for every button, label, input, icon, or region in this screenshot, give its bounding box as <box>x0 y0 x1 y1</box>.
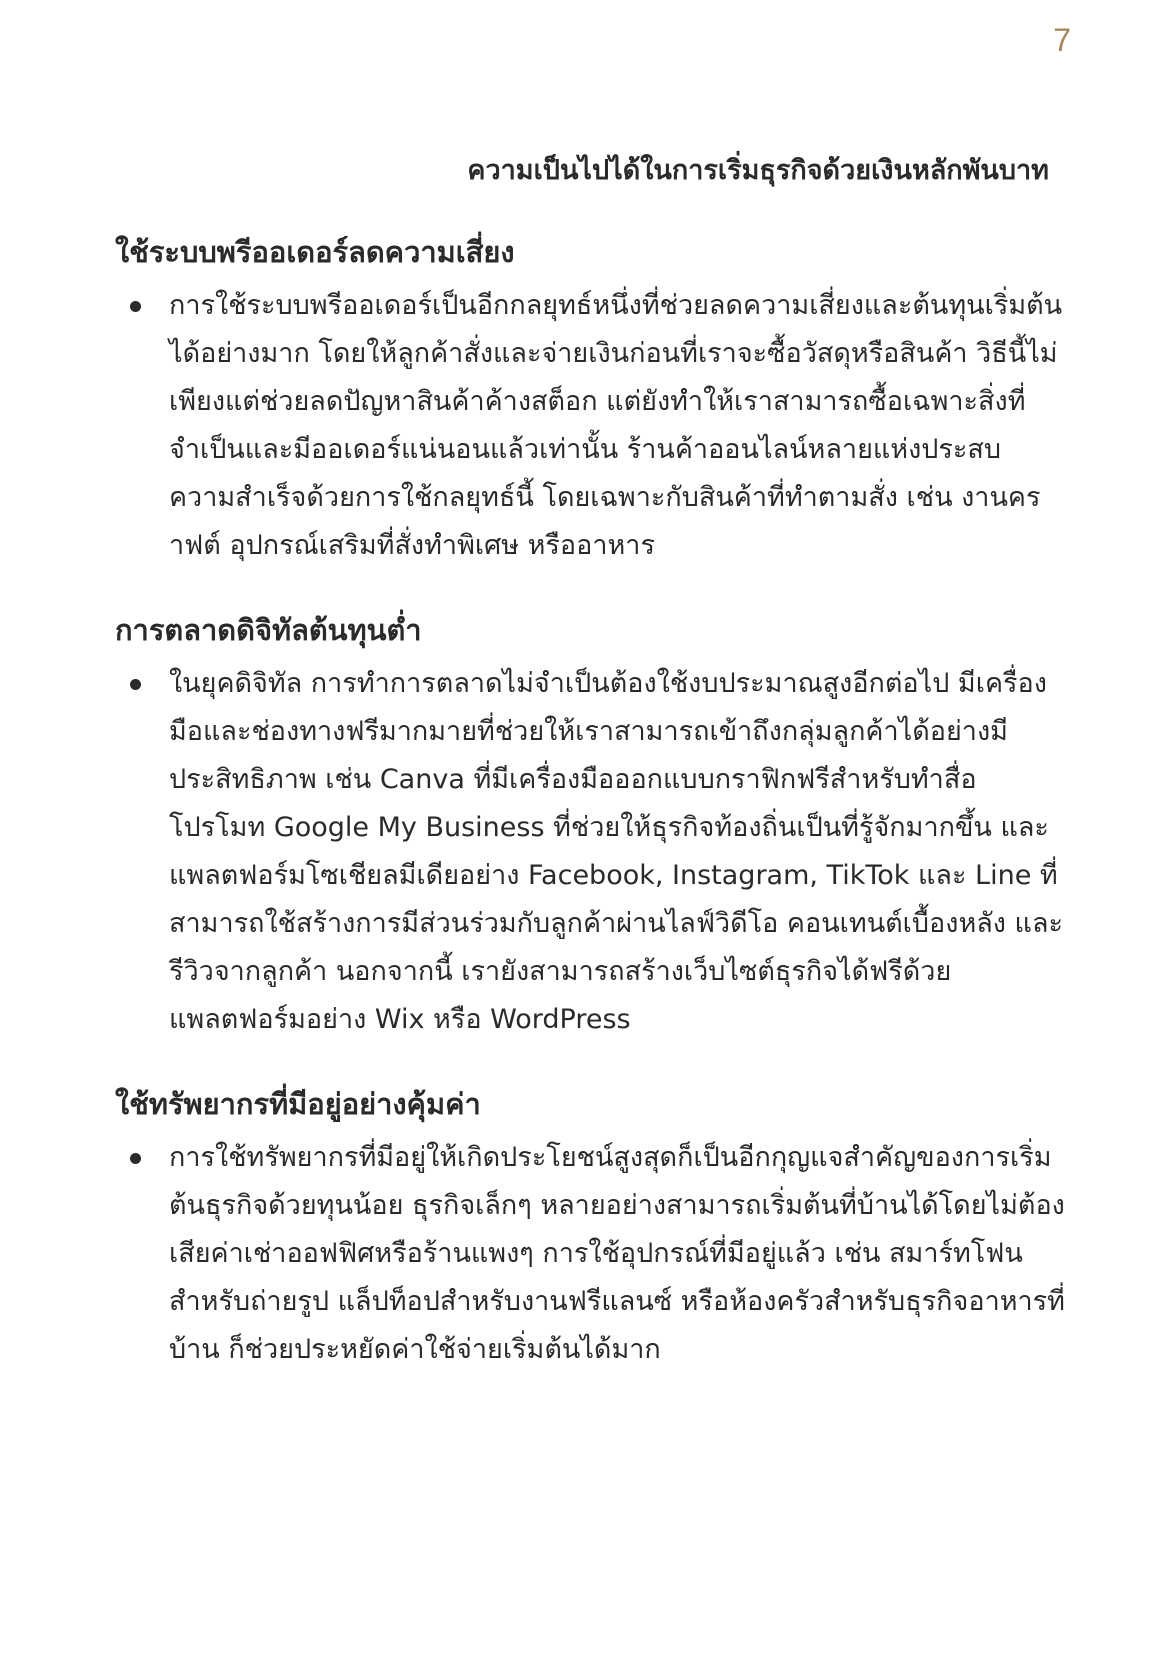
section-resources <box>115 1080 1065 1374</box>
bullet-item <box>115 1134 1065 1374</box>
bullet-icon <box>130 1153 141 1164</box>
bullet-icon <box>130 679 141 690</box>
section-heading: การตลาดดิจิทัลต้นทุนต่ำ <box>115 613 422 647</box>
bullet-icon <box>130 301 141 312</box>
bullet-item <box>115 660 1065 1044</box>
bullet-text: การใช้ทรัพยากรที่มีอยู่ให้เกิดประโยชน์สูงสุดก็เป็นอีกกุญแจสำคัญของการเริ่มต้นธุรกิจด้วยทุนน้อย ธุรกิจเล็กๆ หลายอย่างสามารถเริ่มต้นที่บ้านได้โดยไม่ต้องเสียค่าเช่าออฟฟิศหรือร้านแพงๆ การใช้อุปกรณ์ที่มีอยู่แล้ว เช่น สมาร์ทโฟนสำหรับถ่ายรูป แล็ปท็อปสำหรับงานฟรีแลนซ์ หรือห้องครัวสำหรับธุรกิจอาหารที่บ้าน ก็ช่วยประหยัดค่าใช้จ่ายเริ่มต้นได้มาก <box>169 1142 1065 1365</box>
bullet-list <box>115 660 1065 1044</box>
section-preorder <box>115 228 1065 570</box>
running-header: ความเป็นไปได้ในการเริ่มธุรกิจด้วยเงินหลักพันบาท <box>467 155 1049 186</box>
section-heading: ใช้ระบบพรีออเดอร์ลดความเสี่ยง <box>115 235 515 269</box>
section-digital-marketing <box>115 606 1065 1044</box>
bullet-text: การใช้ระบบพรีออเดอร์เป็นอีกกลยุทธ์หนึ่งที่ช่วยลดความเสี่ยงและต้นทุนเริ่มต้นได้อย่างมาก โดยให้ลูกค้าสั่งและจ่ายเงินก่อนที่เราจะซื้อวัสดุหรือสินค้า วิธีนี้ไม่เพียงแต่ช่วยลดปัญหาสินค้าค้างสต็อก แต่ยังทำให้เราสามารถซื้อเฉพาะสิ่งที่จำเป็นและมีออเดอร์แน่นอนแล้วเท่านั้น ร้านค้าออนไลน์หลายแห่งประสบความสำเร็จด้วยการใช้กลยุทธ์นี้ โดยเฉพาะกับสินค้าที่ทำตามสั่ง เช่น งานคราฟต์ อุปกรณ์เสริมที่สั่งทำพิเศษ หรืออาหาร <box>169 290 1063 561</box>
section-heading: ใช้ทรัพยากรที่มีอยู่อย่างคุ้มค่า <box>115 1087 481 1121</box>
bullet-list <box>115 1134 1065 1374</box>
document-body <box>115 228 1065 1410</box>
bullet-text: ในยุคดิจิทัล การทำการตลาดไม่จำเป็นต้องใช้งบประมาณสูงอีกต่อไป มีเครื่องมือและช่องทางฟรีมากมายที่ช่วยให้เราสามารถเข้าถึงกลุ่มลูกค้าได้อย่างมีประสิทธิภาพ เช่น Canva ที่มีเครื่องมือออกแบบกราฟิกฟรีสำหรับทำสื่อโปรโมท Google My Business ที่ช่วยให้ธุรกิจท้องถิ่นเป็นที่รู้จักมากขึ้น และแพลตฟอร์มโซเชียลมีเดียอย่าง Facebook, Instagram, TikTok และ Line ที่สามารถใช้สร้างการมีส่วนร่วมกับลูกค้าผ่านไลฟ์วิดีโอ คอนเทนต์เบื้องหลัง และรีวิวจากลูกค้า นอกจากนี้ เรายังสามารถสร้างเว็บไซต์ธุรกิจได้ฟรีด้วยแพลตฟอร์มอย่าง Wix หรือ WordPress <box>169 668 1064 1035</box>
page-number: 7 <box>1053 22 1071 58</box>
bullet-list <box>115 282 1065 570</box>
bullet-item <box>115 282 1065 570</box>
